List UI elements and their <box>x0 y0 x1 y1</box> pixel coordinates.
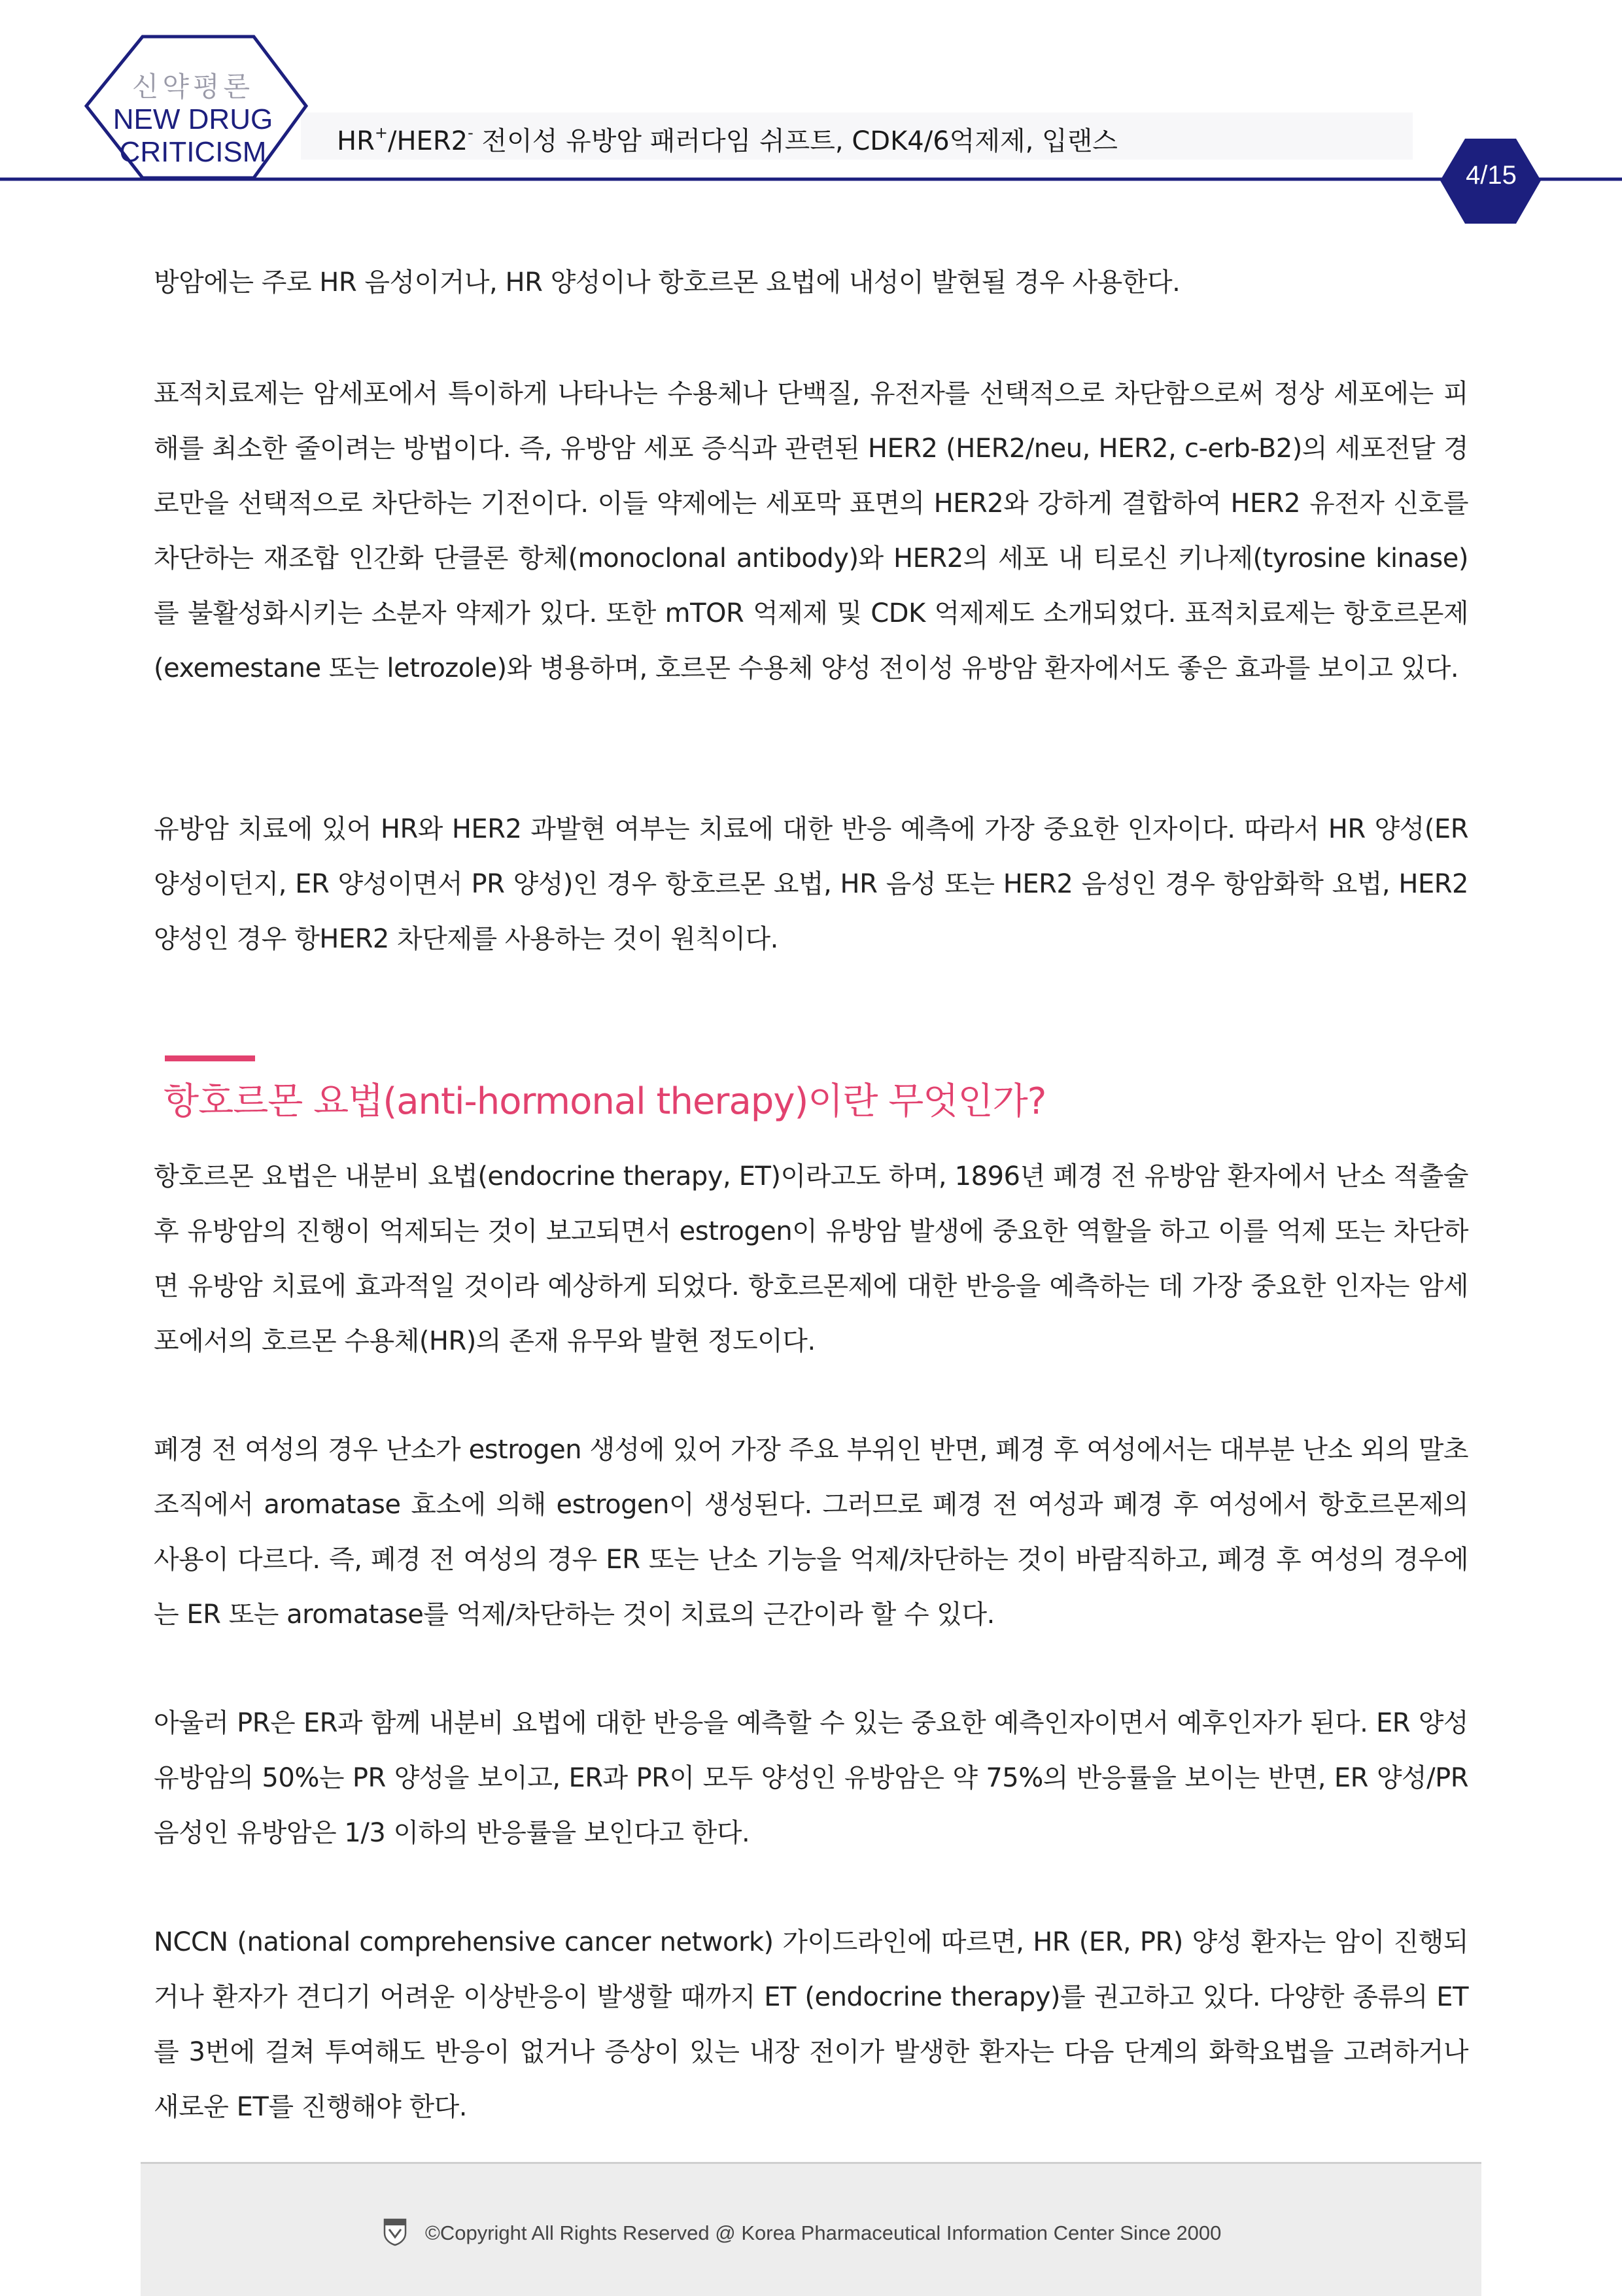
page-number: 4/15 <box>1466 161 1517 190</box>
brand-english-line2: CRITICISM <box>119 136 267 168</box>
header-title-part1: HR <box>337 126 375 156</box>
paragraph-6: 아울러 PR은 ER과 함께 내분비 요법에 대한 반응을 예측할 수 있는 중요한 예측인자이면서 예후인자가 된다. ER 양성 유방암의 50%는 PR 양성을 보이고, ER과 PR이 모두 양성인 유방암은 약 75%의 반응률을 보이는 반면, ER 양성/PR 음성인 유방암은 1/3 이하의 반응률을 보인다고 한다. <box>154 1708 1468 1848</box>
body-block-6 <box>154 1696 1468 1860</box>
paragraph-1: 방암에는 주로 HR 음성이거나, HR 양성이나 항호르몬 요법에 내성이 발현될 경우 사용한다. <box>154 267 1181 298</box>
body-block-7 <box>154 1915 1468 2134</box>
section-accent-bar <box>165 1055 255 1061</box>
header-title <box>337 120 1118 158</box>
body-block-2 <box>154 366 1468 696</box>
body-block-3 <box>154 802 1468 967</box>
body-block-5 <box>154 1422 1468 1642</box>
brand-english-line1: NEW DRUG <box>112 103 273 135</box>
paragraph-7: NCCN (national comprehensive cancer network) 가이드라인에 따르면, HR (ER, PR) 양성 환자는 암이 진행되거나 환자가 견디기 어려운 이상반응이 발생할 때까지 ET (endocrine therapy)를 권고하고 있다. 다양한 종류의 ET를 3번에 걸쳐 투여해도 반응이 없거나 증상이 있는 내장 전이가 발생한 환자는 다음 단계의 화학요법을 고려하거나 새로운 ET를 진행해야 한다. <box>154 1927 1468 2122</box>
header-title-sup2: - <box>468 124 474 142</box>
header-title-part2: /HER2 <box>387 126 468 156</box>
paragraph-2: 표적치료제는 암세포에서 특이하게 나타나는 수용체나 단백질, 유전자를 선택적으로 차단함으로써 정상 세포에는 피해를 최소한 줄이려는 방법이다. 즉, 유방암 세포 증식과 관련된 HER2 (HER2/neu, HER2, c-erb-B2)의 세포전달 경로만을 선택적으로 차단하는 기전이다. 이들 약제에는 세포막 표면의 HER2와 강하게 결합하여 HER2 유전자 신호를 차단하는 재조합 인간화 단클론 항체(monoclonal antibody)와 HER2의 세포 내 티로신 키나제(tyrosine kinase)를 불활성화시키는 소분자 약제가 있다. 또한 mTOR 억제제 및 CDK 억제제도 소개되었다. 표적치료제는 항호르몬제(exemestane 또는 letrozole)와 병용하며, 호르몬 수용체 양성 전이성 유방암 환자에서도 좋은 효과를 보이고 있다. <box>154 379 1468 683</box>
body-block-4 <box>154 1149 1468 1369</box>
paragraph-5: 폐경 전 여성의 경우 난소가 estrogen 생성에 있어 가장 주요 부위인 반면, 폐경 후 여성에서는 대부분 난소 외의 말초조직에서 aromatase 효소에 의해 estrogen이 생성된다. 그러므로 폐경 전 여성과 폐경 후 여성에서 항호르몬제의 사용이 다르다. 즉, 폐경 전 여성의 경우 ER 또는 난소 기능을 억제/차단하는 것이 바람직하고, 폐경 후 여성의 경우에는 ER 또는 aromatase를 억제/차단하는 것이 치료의 근간이라 할 수 있다. <box>154 1435 1468 1630</box>
page-footer <box>141 2162 1481 2296</box>
paragraph-3: 유방암 치료에 있어 HR와 HER2 과발현 여부는 치료에 대한 반응 예측에 가장 중요한 인자이다. 따라서 HR 양성(ER 양성이던지, ER 양성이면서 PR 양성)인 경우 항호르몬 요법, HR 음성 또는 HER2 음성인 경우 항암화학 요법, HER2 양성인 경우 항HER2 차단제를 사용하는 것이 원칙이다. <box>154 814 1468 954</box>
header-title-sup1: + <box>374 124 388 142</box>
brand-korean: 신약평론 <box>131 71 254 103</box>
section-title: 항호르몬 요법(anti-hormonal therapy)이란 무엇인가? <box>164 1080 1046 1123</box>
body-block-1 <box>154 255 1468 310</box>
page-header <box>0 0 1622 235</box>
brand-english <box>98 103 288 169</box>
header-title-part3: 전이성 유방암 패러다임 쉬프트, CDK4/6억제제, 입랜스 <box>473 126 1118 156</box>
paragraph-4: 항호르몬 요법은 내분비 요법(endocrine therapy, ET)이라고도 하며, 1896년 폐경 전 유방암 환자에서 난소 적출술 후 유방암의 진행이 억제되는 것이 보고되면서 estrogen이 유방암 발생에 중요한 역할을 하고 이를 억제 또는 차단하면 유방암 치료에 효과적일 것이라 예상하게 되었다. 항호르몬제에 대한 반응을 예측하는 데 가장 중요한 인자는 암세포에서의 호르몬 수용체(HR)의 존재 유무와 발현 정도이다. <box>154 1161 1468 1356</box>
copyright-text: ©Copyright All Rights Reserved @ Korea Pharmaceutical Information Center Since 2000 <box>425 2221 1222 2244</box>
shield-logo-icon <box>383 2218 407 2246</box>
